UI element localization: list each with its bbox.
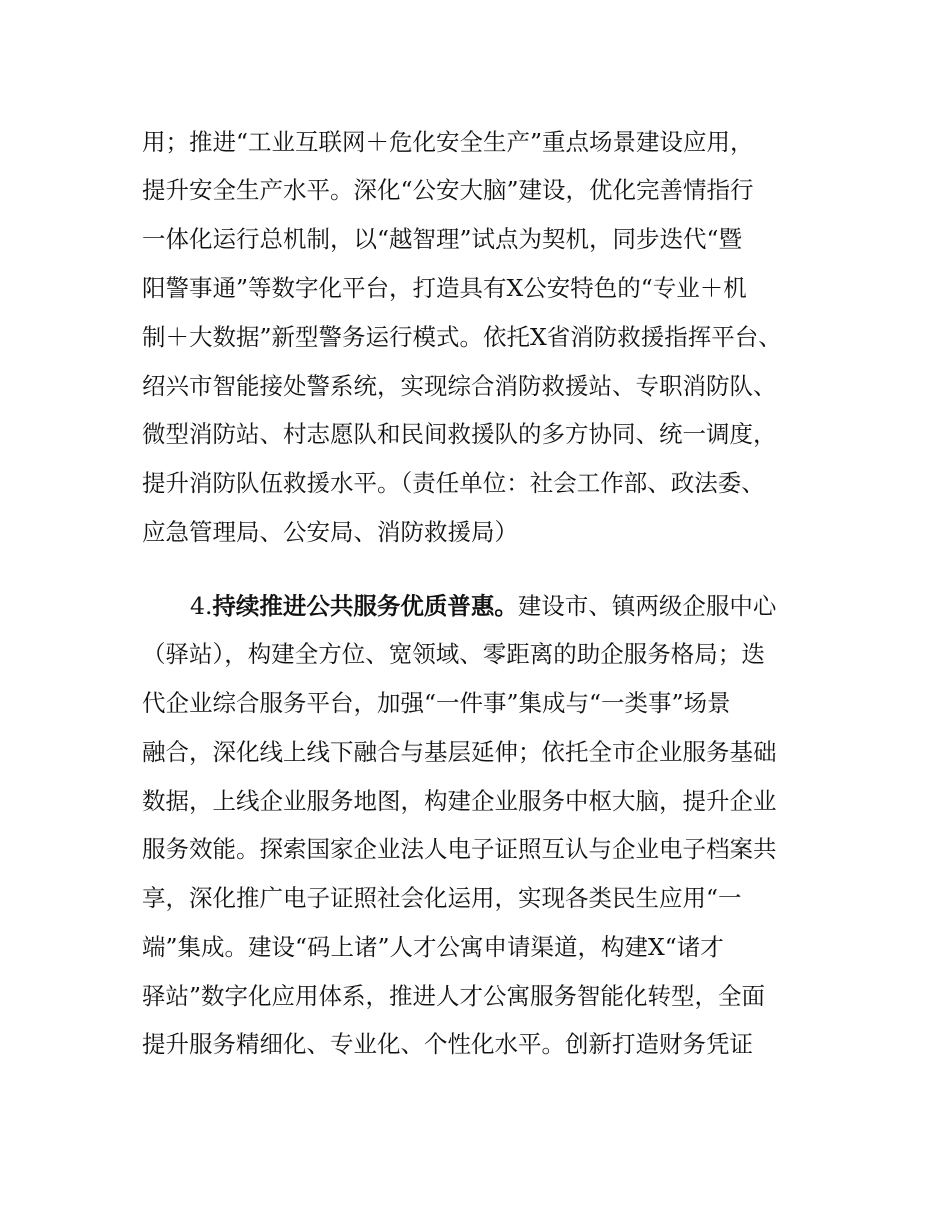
text-line: 制＋大数据”新型警务运行模式。依托X省消防救援指挥平台、 — [142, 323, 782, 351]
text-line: 提升安全生产水平。深化“公安大脑”建设，优化完善情指行 — [142, 176, 754, 204]
item4-heading: 持续推进公共服务优质普惠。 — [212, 592, 518, 620]
text-line: 驿站”数字化应用体系，推进人才公寓服务智能化转型，全面 — [142, 982, 766, 1010]
text-line: 提升消防队伍救援水平。（责任单位：社会工作部、政法委、 — [142, 469, 765, 497]
item4-first-line-text: 建设市、镇两级企服中心 — [517, 592, 777, 620]
text-line: 服务效能。探索国家企业法人电子证照互认与企业电子档案共 — [142, 835, 777, 863]
text-line: 提升服务精细化、专业化、个性化水平。创新打造财务凭证 — [142, 1030, 753, 1058]
item4-first-line — [190, 586, 880, 626]
text-line: 数据，上线企业服务地图，构建企业服务中枢大脑，提升企业 — [142, 787, 777, 815]
text-line: 融合，深化线上线下融合与基层延伸；依托全市企业服务基础 — [142, 738, 777, 766]
text-line: 一体化运行总机制，以“越智理”试点为契机，同步迭代“暨 — [142, 225, 743, 253]
text-line: 代企业综合服务平台，加强“一件事”集成与“一类事”场景 — [142, 689, 731, 717]
text-line: 应急管理局、公安局、消防救援局） — [142, 518, 518, 546]
text-line: 用；推进“工业互联网＋危化安全生产”重点场景建设应用， — [142, 128, 754, 156]
text-line: （驿站），构建全方位、宽领域、零距离的助企服务格局；迭 — [142, 640, 765, 668]
text-line: 阳警事通”等数字化平台，打造具有X公安特色的“专业＋机 — [142, 274, 747, 302]
text-line: 端”集成。建设“码上诸”人才公寓申请渠道，构建X“诸才 — [142, 933, 724, 961]
item4-number: 4. — [190, 592, 213, 620]
text-line: 微型消防站、村志愿队和民间救援队的多方协同、统一调度， — [142, 420, 777, 448]
text-line: 绍兴市智能接处警系统，实现综合消防救援站、专职消防队、 — [142, 372, 777, 400]
text-line: 享，深化推广电子证照社会化运用，实现各类民生应用“一 — [142, 884, 742, 912]
